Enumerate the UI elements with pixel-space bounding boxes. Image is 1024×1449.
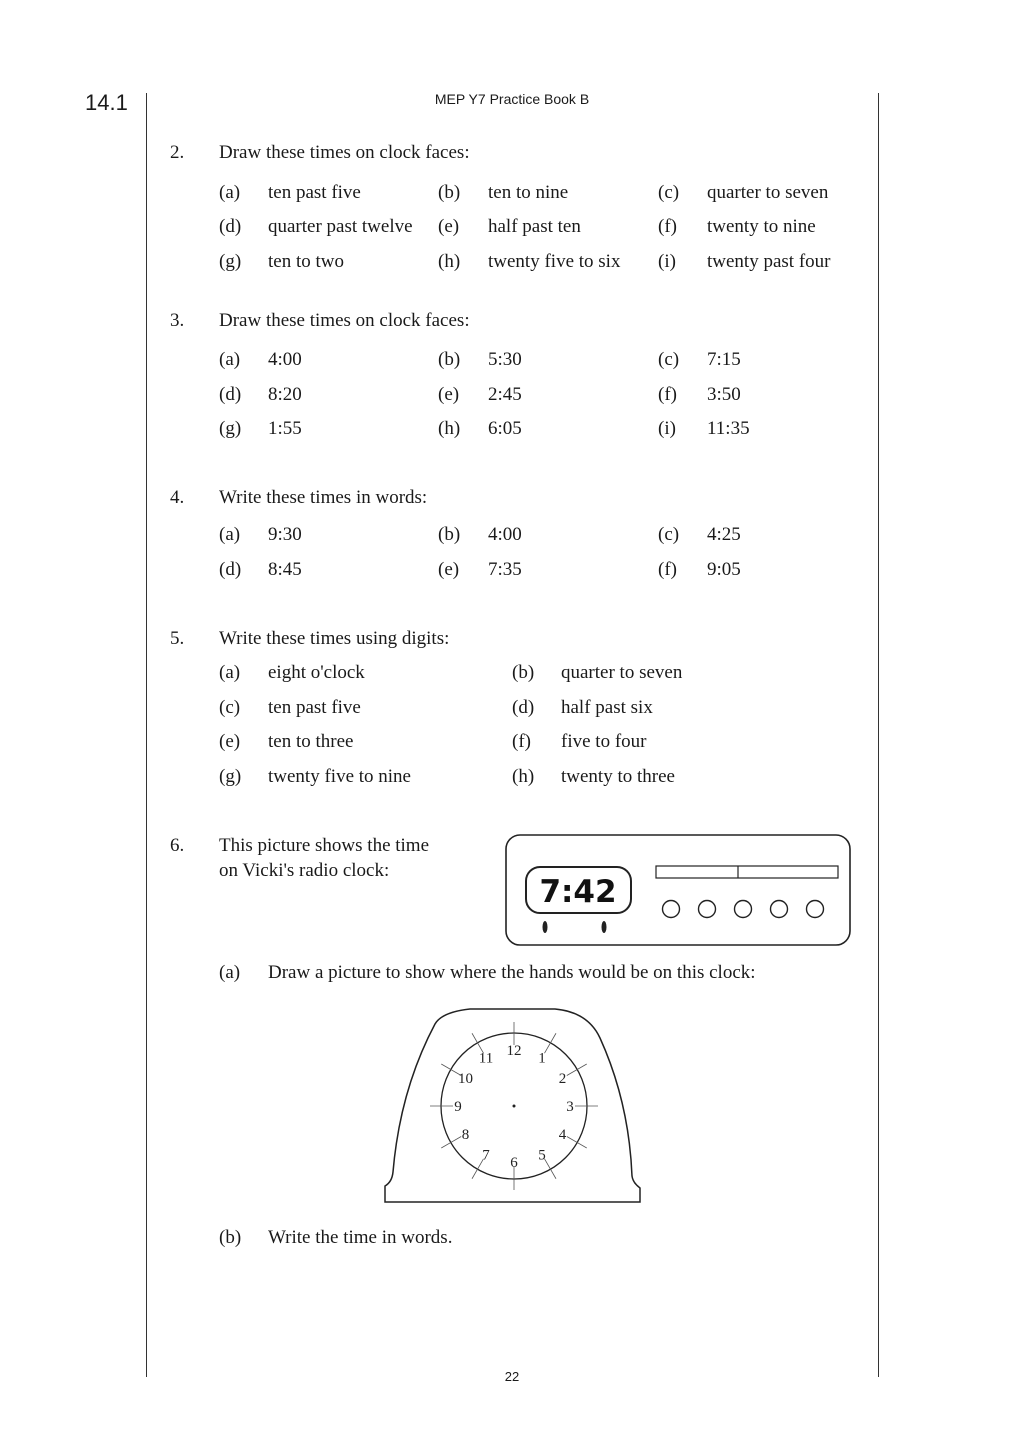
item-text: 2:45: [488, 384, 522, 405]
item-label: (b): [438, 182, 461, 203]
item-text: ten past five: [268, 182, 361, 203]
question-2-text: Draw these times on clock faces:: [219, 142, 470, 163]
question-6-text-line1: This picture shows the time: [219, 835, 430, 856]
item-label: (d): [512, 697, 535, 718]
item-text: 8:20: [268, 384, 302, 405]
item-text: quarter past twelve: [268, 216, 413, 237]
item-text: 7:15: [707, 349, 741, 370]
question-6-text-line2: on Vicki's radio clock:: [219, 860, 390, 881]
question-6a-label: (a): [219, 962, 241, 983]
page-number: 22: [504, 1369, 520, 1384]
radio-button: [699, 901, 716, 918]
digital-display-time: 7:42: [539, 874, 617, 910]
item-label: (c): [219, 697, 241, 718]
page-header-title: MEP Y7 Practice Book B: [434, 91, 590, 107]
item-label: (h): [438, 418, 461, 439]
item-text: twenty past four: [707, 251, 831, 272]
item-text: 4:00: [488, 524, 522, 545]
question-5-number: 5.: [170, 628, 185, 649]
item-label: (d): [219, 559, 242, 580]
left-margin-line: [146, 93, 147, 1377]
item-label: (i): [658, 251, 676, 272]
item-label: (g): [219, 418, 242, 439]
clock-numeral-3: 3: [566, 1099, 574, 1115]
item-text: ten to nine: [488, 182, 569, 203]
item-text: quarter to seven: [707, 182, 829, 203]
item-label: (a): [219, 662, 241, 683]
clock-centre-dot: [513, 1105, 516, 1108]
clock-case: [385, 1009, 640, 1202]
item-label: (f): [658, 216, 677, 237]
item-label: (g): [219, 251, 242, 272]
radio-button: [771, 901, 788, 918]
clock-numeral-11: 11: [478, 1050, 494, 1067]
item-text: 4:00: [268, 349, 302, 370]
item-text: twenty to three: [561, 766, 675, 787]
item-text: ten past five: [268, 697, 361, 718]
question-4-text: Write these times in words:: [219, 487, 428, 508]
clock-numeral-4: 4: [558, 1127, 567, 1143]
clock-numeral-6: 6: [510, 1155, 518, 1171]
item-label: (e): [438, 559, 460, 580]
question-3-text: Draw these times on clock faces:: [219, 310, 470, 331]
item-text: 1:55: [268, 418, 302, 439]
item-label: (h): [512, 766, 535, 787]
item-label: (b): [512, 662, 535, 683]
item-label: (d): [219, 384, 242, 405]
item-label: (c): [658, 524, 680, 545]
item-label: (b): [438, 524, 461, 545]
item-label: (h): [438, 251, 461, 272]
item-label: (e): [438, 216, 460, 237]
item-text: quarter to seven: [561, 662, 683, 683]
clock-numeral-5: 5: [538, 1147, 546, 1164]
clock-numeral-12: 12: [506, 1043, 522, 1059]
question-5-text: Write these times using digits:: [219, 628, 450, 649]
item-text: 8:45: [268, 559, 302, 580]
question-3-number: 3.: [170, 310, 185, 331]
item-text: eight o'clock: [268, 662, 365, 683]
radio-button: [735, 901, 752, 918]
item-label: (d): [219, 216, 242, 237]
clock-numeral-1: 1: [538, 1050, 546, 1067]
clock-numeral-10: 10: [458, 1071, 474, 1087]
item-label: (c): [658, 182, 680, 203]
right-margin-line: [878, 93, 879, 1377]
clock-numeral-9: 9: [454, 1099, 462, 1115]
item-label: (a): [219, 349, 241, 370]
item-text: 5:30: [488, 349, 522, 370]
item-label: (g): [219, 766, 242, 787]
question-6-number: 6.: [170, 835, 185, 856]
item-text: 9:05: [707, 559, 741, 580]
question-6b-text: Write the time in words.: [268, 1227, 453, 1248]
radio-button: [663, 901, 680, 918]
item-text: twenty five to six: [488, 251, 621, 272]
item-text: five to four: [561, 731, 647, 752]
section-number: 14.1: [85, 90, 128, 115]
radio-foot-right: [602, 921, 607, 933]
question-6a-text: Draw a picture to show where the hands would be on this clock:: [268, 962, 756, 983]
radio-clock-illustration: [500, 830, 856, 950]
item-label: (e): [219, 731, 241, 752]
item-text: 11:35: [707, 418, 750, 439]
item-text: half past ten: [488, 216, 581, 237]
item-label: (i): [658, 418, 676, 439]
question-6b-label: (b): [219, 1227, 242, 1248]
item-label: (b): [438, 349, 461, 370]
tuning-bar: [656, 866, 838, 878]
analogue-clock-illustration: [380, 1000, 646, 1210]
item-text: 7:35: [488, 559, 522, 580]
item-text: ten to three: [268, 731, 354, 752]
item-text: 3:50: [707, 384, 741, 405]
item-label: (f): [658, 559, 677, 580]
item-text: twenty five to nine: [268, 766, 411, 787]
item-label: (c): [658, 349, 680, 370]
clock-numeral-8: 8: [461, 1127, 470, 1143]
item-label: (e): [438, 384, 460, 405]
question-4-number: 4.: [170, 487, 185, 508]
item-text: half past six: [561, 697, 653, 718]
clock-numeral-7: 7: [482, 1147, 490, 1164]
item-label: (f): [658, 384, 677, 405]
item-label: (a): [219, 182, 241, 203]
radio-button: [807, 901, 824, 918]
clock-numeral-2: 2: [558, 1071, 567, 1087]
radio-foot-left: [543, 921, 548, 933]
item-label: (a): [219, 524, 241, 545]
item-label: (f): [512, 731, 531, 752]
question-2-number: 2.: [170, 142, 185, 163]
item-text: 6:05: [488, 418, 522, 439]
item-text: twenty to nine: [707, 216, 816, 237]
item-text: 4:25: [707, 524, 741, 545]
item-text: ten to two: [268, 251, 344, 272]
item-text: 9:30: [268, 524, 302, 545]
